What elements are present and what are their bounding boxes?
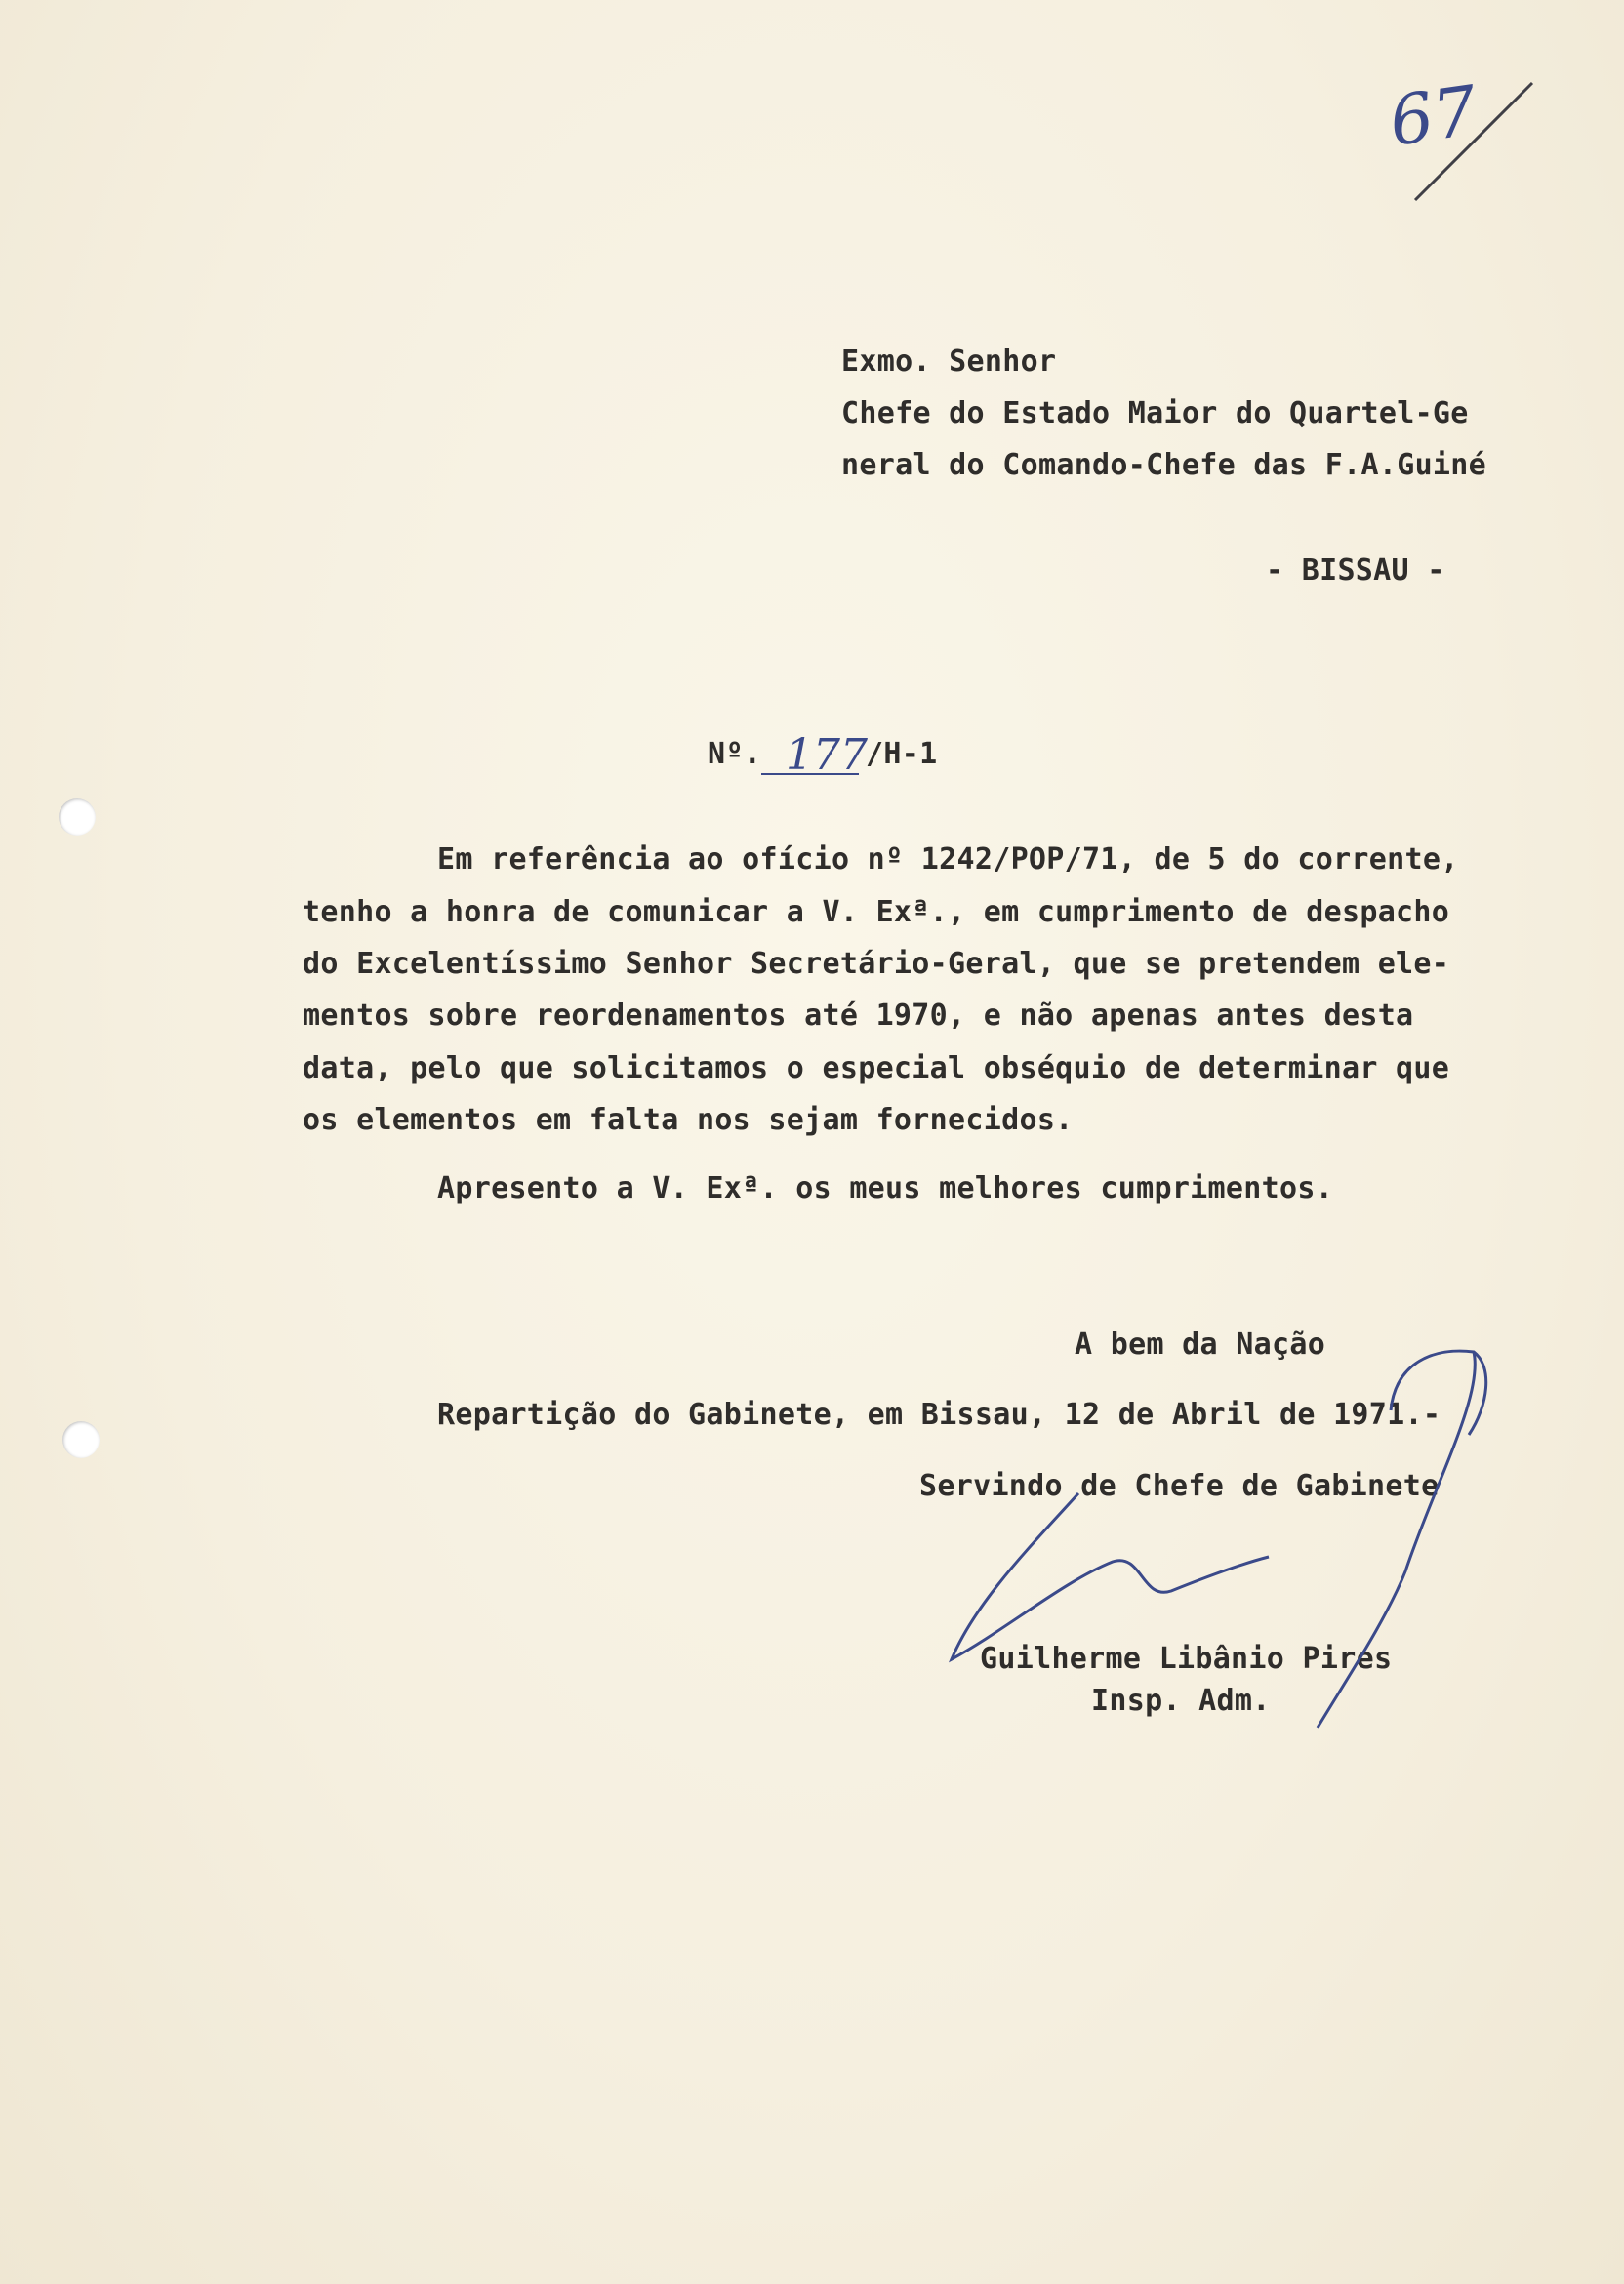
punch-hole-bottom	[62, 1421, 100, 1458]
reference-prefix: Nº.	[708, 737, 762, 771]
addressee-salutation: Exmo. Senhor	[841, 345, 1057, 379]
addressee-line-1: Chefe do Estado Maior do Quartel-Ge	[841, 396, 1469, 430]
motto: A bem da Nação	[1075, 1327, 1326, 1362]
closing-line: Apresento a V. Exª. os meus melhores cumprimentos.	[437, 1171, 1334, 1205]
body-line-1: Em referência ao ofício nº 1242/POP/71, de 5 do corrente,	[437, 842, 1459, 877]
body-line-5: data, pelo que solicitamos o especial obséquio de determinar que	[303, 1051, 1450, 1085]
signatory-role: Servindo de Chefe de Gabinete	[919, 1469, 1440, 1503]
signatory-title: Insp. Adm.	[1091, 1684, 1271, 1718]
punch-hole-top	[59, 798, 96, 836]
signatory-name: Guilherme Libânio Pires	[980, 1642, 1393, 1676]
place-date: Repartição do Gabinete, em Bissau, 12 de Abril de 1971.-	[437, 1398, 1441, 1432]
reference-suffix: /H-1	[866, 737, 938, 771]
body-line-2: tenho a honra de comunicar a V. Exª., em cumprimento de despacho	[303, 895, 1450, 929]
addressee-line-2: neral do Comando-Chefe das F.A.Guiné	[841, 448, 1487, 482]
body-line-3: do Excelentíssimo Senhor Secretário-Geral, que se pretendem ele-	[303, 947, 1450, 981]
body-line-6: os elementos em falta nos sejam fornecidos.	[303, 1103, 1074, 1137]
body-line-4: mentos sobre reordenamentos até 1970, e não apenas antes desta	[303, 999, 1414, 1033]
reference-number-handwritten: 177	[786, 730, 868, 780]
addressee-city: - BISSAU -	[1266, 553, 1445, 588]
page-number: 67	[1384, 70, 1482, 162]
signature-loop	[952, 1493, 1269, 1659]
